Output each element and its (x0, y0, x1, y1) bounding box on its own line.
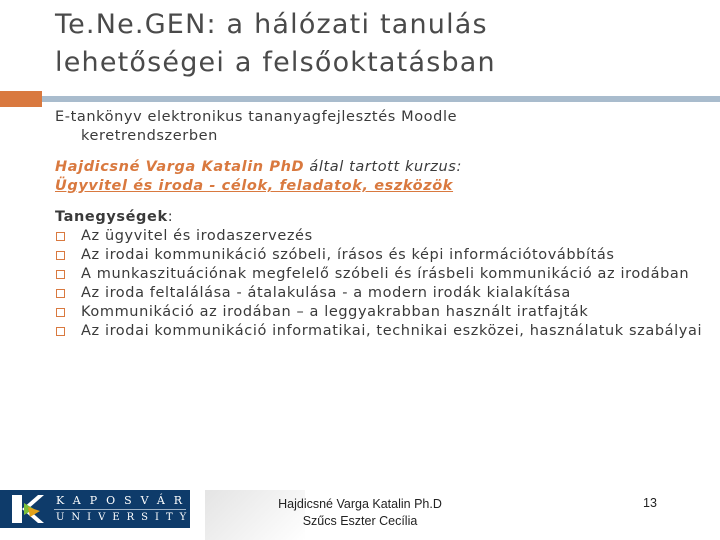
author-line (55, 158, 705, 177)
square-bullet-icon (56, 289, 65, 298)
author-name: Hajdicsné Varga Katalin PhD (55, 159, 305, 175)
list-item (55, 284, 705, 303)
square-bullet-icon (56, 251, 65, 260)
title-rule (42, 96, 720, 102)
list-item (55, 265, 705, 284)
university-k-icon (10, 493, 44, 525)
units-heading-line (55, 208, 705, 227)
units-list (55, 227, 705, 341)
square-bullet-icon (56, 232, 65, 241)
units-heading-suffix: : (167, 209, 174, 225)
slide-title (55, 6, 695, 82)
subtitle-line-1: E-tankönyv elektronikus tananyagfejlesztés Moodle (55, 109, 458, 125)
university-logo (0, 490, 194, 528)
square-bullet-icon (56, 270, 65, 279)
slide-title-line-1: Te.Ne.GEN: a hálózati tanulás (55, 9, 488, 40)
list-item-text: Az ügyvitel és irodaszervezés (81, 228, 313, 244)
footer-author-2: Szűcs Eszter Cecília (302, 514, 418, 528)
footer-authors (245, 496, 475, 530)
units-heading: Tanegységek (55, 209, 168, 225)
course-line (55, 177, 705, 196)
title-rule-accent (0, 91, 42, 107)
list-item-text: Az iroda feltalálása - átalakulása - a modern irodák kialakítása (81, 285, 571, 301)
slide-title-line-2: lehetőségei a felsőoktatásban (55, 47, 496, 78)
list-item-text: Az irodai kommunikáció szóbeli, írásos és képi információtovábbítás (81, 247, 615, 263)
list-item-text: A munkaszituációnak megfelelő szóbeli és írásbeli kommunikáció az irodában (81, 266, 690, 282)
footer-author-1: Hajdicsné Varga Katalin Ph.D (278, 497, 442, 511)
square-bullet-icon (56, 327, 65, 336)
course-link[interactable]: Ügyvitel és iroda - célok, feladatok, eszközök (55, 178, 454, 194)
logo-text-kaposvar: KAPOSVÁR (56, 494, 192, 507)
page-number: 13 (643, 496, 657, 510)
author-suffix: által tartott kurzus: (304, 159, 462, 175)
list-item (55, 227, 705, 246)
square-bullet-icon (56, 308, 65, 317)
logo-text-university: UNIVERSITY (56, 512, 194, 523)
list-item (55, 246, 705, 265)
list-item (55, 322, 705, 341)
list-item-text: Kommunikáció az irodában – a leggyakrabban használt iratfajták (81, 304, 589, 320)
list-item (55, 303, 705, 322)
slide-body (55, 108, 705, 341)
list-item-text: Az irodai kommunikáció informatikai, technikai eszközei, használatuk szabályai (81, 323, 703, 339)
subtitle-line-2: keretrendszerben (81, 128, 218, 144)
logo-divider (54, 509, 186, 510)
